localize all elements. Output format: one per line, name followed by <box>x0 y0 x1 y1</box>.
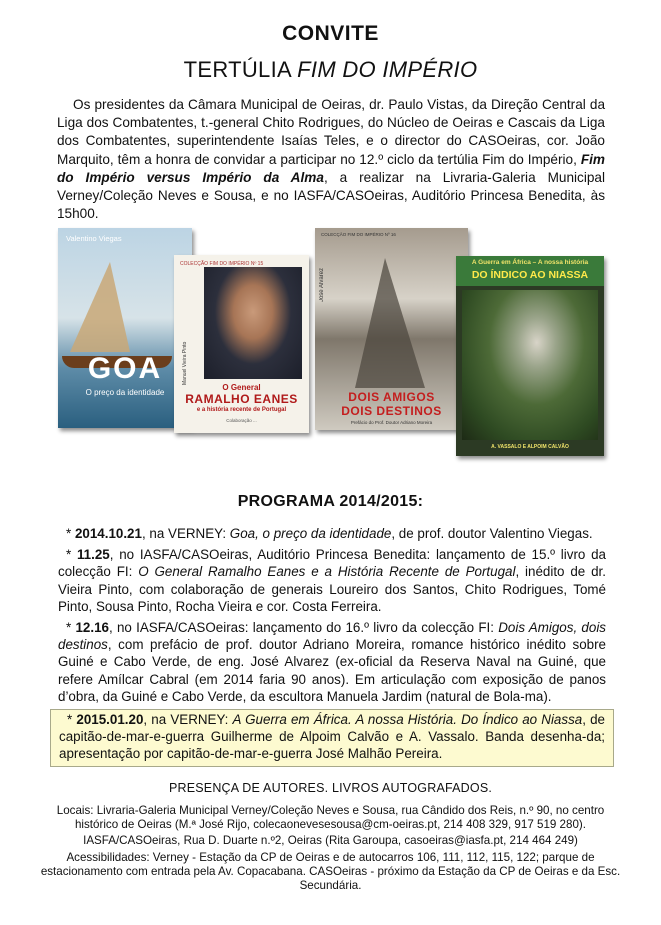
page-subtitle <box>0 57 661 83</box>
page-title: CONVITE <box>282 22 379 45</box>
item-text: , no IASFA/CASOeiras, Auditório Princesa Benedita: lançamento de 15.º livro da colecção FI: <box>58 547 606 580</box>
intro-paragraph <box>57 96 605 223</box>
book-title: DO ÍNDICO AO NIASSA <box>471 269 589 281</box>
comic-illustration <box>462 290 598 440</box>
book-series-label: COLECÇÃO FIM DO IMPÉRIO Nº 15 <box>180 261 264 267</box>
item-text: , de prof. doutor Valentino Viegas. <box>391 526 593 541</box>
book-title-prefix: O General <box>222 383 261 392</box>
iasfa-address: IASFA/CASOeiras, Rua D. Duarte n.º2, Oeiras (Rita Garoupa, casoeiras@iasfa.pt, 214 464 249) <box>83 834 578 848</box>
footer-info <box>38 804 623 895</box>
locations-text: Locais: Livraria-Galeria Municipal Verney/Coleção Neves e Sousa, rua Cândido dos Reis, n.º 90, no centro histórico de Oeiras (M.ª José Rijo, colecaonevesesousa@cm-oeiras.pt, 214 408 329, 917 519 280). <box>56 804 605 832</box>
intro-part2: , a realizar na Livraria-Galeria Municipal Verney/Coleção Neves e Sousa, e no IASFA/CASOeiras, Auditório Princesa Benedita, às 15h00. <box>57 169 605 222</box>
portrait-photo <box>204 267 302 379</box>
book-cover-indico-niassa <box>456 256 604 456</box>
book-cover-eanes <box>174 255 309 433</box>
book-author: Manuel Vieira Pinto <box>182 341 188 385</box>
book-series-label: A Guerra em África – A nossa história <box>471 259 589 266</box>
item-date: 12.16 <box>75 620 109 636</box>
programa-list <box>58 525 606 771</box>
item-date: 11.25 <box>76 547 110 563</box>
item-book-title: Dois Amigos, dois destinos <box>58 620 607 653</box>
book-footer: Prefácio do Prof. Doutor Adriano Moreira <box>350 420 433 425</box>
book-title-line1: DOIS AMIGOS <box>348 390 435 404</box>
book-subtitle: e a história recente de Portugal <box>196 407 287 413</box>
programa-heading: PROGRAMA 2014/2015: <box>237 493 424 510</box>
book-cover-goa <box>58 228 192 428</box>
book-title <box>315 390 468 418</box>
programa-item: * 2014.10.21, na VERNEY: Goa, o preço da identidade, de prof. doutor Valentino Viegas. <box>66 526 593 541</box>
subtitle-prefix: TERTÚLIA <box>183 57 298 82</box>
book-series-label: COLECÇÃO FIM DO IMPÉRIO Nº 16 <box>321 232 396 237</box>
item-book-title: Goa, o preço da identidade <box>229 526 392 541</box>
authors-notice: PRESENÇA DE AUTORES. LIVROS AUTOGRAFADOS. <box>168 781 493 795</box>
book-title-line2: DOIS DESTINOS <box>341 404 442 418</box>
book-footer: Colaboração ... <box>226 418 257 423</box>
programa-item: * 12.16, no IASFA/CASOeiras: lançamento do 16.º livro da colecção FI: Dois Amigos, dois destinos, com prefácio de prof. doutor Adriano Moreira, romance histórico inédito sobre Guiné e Cabo Verde, de eng. José Alvarez (ex-oficial da Reserva Naval na Guiné, que refere Amílcar Cabral (em 2014 faria 90 anos). Em articulação com exposição de panos d’obra, da Guiné e Cabo Verde, da escultora Manuela Jardim (natural de Bola-ma). <box>58 620 607 704</box>
programa-item: * 11.25, no IASFA/CASOeiras, Auditório Princesa Benedita: lançamento de 15.º livro da colecção FI: O General Ramalho Eanes e a História Recente de Portugal, inédito de dr. Vieira Pinto, com colaboração de generais Loureiro dos Santos, Chito Rodrigues, Tomé Pinto, Sousa Pinto, Rocha Vieira e cor. Costa Ferreira. <box>58 547 606 614</box>
item-date: 2014.10.21 <box>74 526 142 541</box>
item-text: , na VERNEY: <box>143 712 233 728</box>
intro-part1: Os presidentes da Câmara Municipal de Oeiras, dr. Paulo Vistas, da Direção Central da Liga dos Combatentes, t.-general Chito Rodrigues, do Núcleo de Oeiras e Cascais da Liga dos Combatentes, superintendente Isaías Teles, e o director do CASOeiras, cor. João Marquito, têm a honra de convidar a participar no 12.º ciclo da tertúlia Fim do Império, <box>57 97 605 167</box>
sailboat-illustration <box>70 262 130 352</box>
book-footer: A. VASSALO E ALPOIM CALVÃO <box>491 444 569 450</box>
item-book-title: A Guerra em África. A nossa História. Do Índico ao Niassa <box>232 712 583 728</box>
road-photo <box>355 258 425 388</box>
item-text: , de capitão-de-mar-e-guerra Guilherme de Alpoim Calvão e A. Vassalo. Banda desenha-da; apresentação por capitão-de-mar-e-guerra José Malhão Pereira. <box>59 712 606 762</box>
book-author: Valentino Viegas <box>66 234 122 243</box>
book-subtitle: O preço da identidade <box>85 388 165 397</box>
book-author: José Alvarez <box>319 268 325 303</box>
item-text: , com prefácio de prof. doutor Adriano Moreira, romance histórico inédito sobre Guiné e Cabo Verde, de eng. José Alvarez (ex-oficial da Reserva Naval na Guiné, que refere Amílcar Cabral (em 2014 faria 90 anos). Em articulação com exposição de panos d’obra, da Guiné e Cabo Verde, da escultora Manuela Jardim (natural de Bola-ma). <box>58 637 606 704</box>
item-date: 2015.01.20 <box>76 712 144 728</box>
book-title: GOA <box>87 352 163 385</box>
book-title: RAMALHO EANES <box>185 392 298 406</box>
item-text: , inédito de dr. Vieira Pinto, com colaboração de generais Loureiro dos Santos, Chito Rodrigues, Tomé Pinto, Sousa Pinto, Rocha Vieira e cor. Costa Ferreira. <box>58 564 606 614</box>
subtitle-italic: FIM DO IMPÉRIO <box>297 57 478 82</box>
intro-highlight: Fim do Império versus Império da Alma <box>57 151 605 185</box>
item-text: , na VERNEY: <box>141 526 230 541</box>
book-cover-dois-amigos <box>315 228 468 430</box>
item-text: , no IASFA/CASOeiras: lançamento do 16.º livro da colecção FI: <box>109 620 499 636</box>
accessibility-text: Acessibilidades: Verney - Estação da CP de Oeiras e de autocarros 106, 111, 112, 115, 122; parque de estacionamento com entrada pela Av. Copacabana. CASOeiras - próximo da Estação da CP de Oeiras e da Esc. Secundária. <box>40 850 621 893</box>
programa-item-highlighted: * 2015.01.20, na VERNEY: A Guerra em África. A nossa História. Do Índico ao Niassa, de capitão-de-mar-e-guerra Guilherme de Alpoim Calvão e A. Vassalo. Banda desenha-da; apresentação por capitão-de-mar-e-guerra José Malhão Pereira. <box>50 709 614 767</box>
item-book-title: O General Ramalho Eanes e a História Recente de Portugal <box>138 564 516 580</box>
